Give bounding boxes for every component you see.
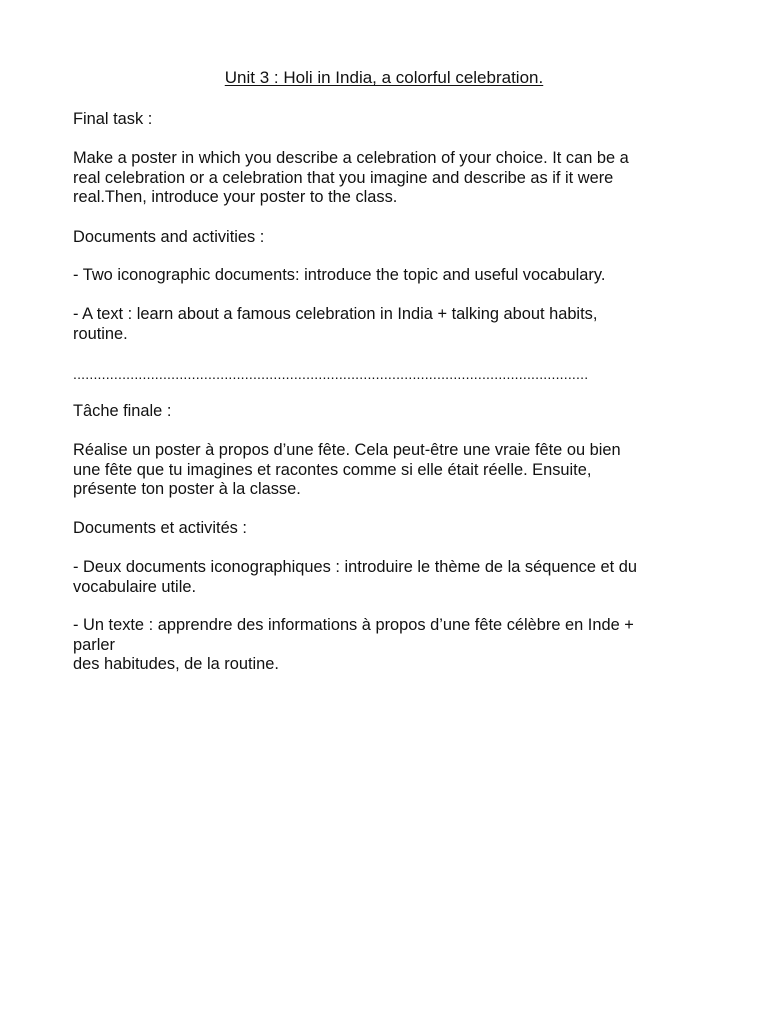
section-separator: ..............................................................................................................................: [73, 366, 589, 382]
english-item-iconographic: - Two iconographic documents: introduce the topic and useful vocabulary.: [73, 266, 606, 284]
english-item-text: - A text : learn about a famous celebration in India + talking about habits, routine.: [73, 305, 598, 343]
english-documents-heading: Documents and activities :: [73, 228, 265, 246]
french-documents-heading: Documents et activités :: [73, 519, 247, 537]
document-title-text: Unit 3 : Holi in India, a colorful celebration.: [224, 68, 544, 87]
french-final-task-text: Réalise un poster à propos d’une fête. Cela peut-être une vraie fête ou bien une fête que tu imagines et racontes comme si elle était réelle. Ensuite, présente ton poster à la classe.: [73, 441, 621, 498]
english-final-task-heading: Final task :: [73, 110, 153, 128]
french-item-text: - Un texte : apprendre des informations à propos d’une fête célèbre en Inde + parler des habitudes, de la routine.: [73, 616, 634, 673]
french-item-iconographic: - Deux documents iconographiques : introduire le thème de la séquence et du vocabulaire utile.: [73, 558, 638, 596]
french-final-task-heading: Tâche finale :: [73, 402, 172, 420]
english-final-task-text: Make a poster in which you describe a celebration of your choice. It can be a real celebration or a celebration that you imagine and describe as if it were real.Then, introduce your poster to the class.: [73, 149, 629, 206]
document-title: [0, 67, 768, 89]
